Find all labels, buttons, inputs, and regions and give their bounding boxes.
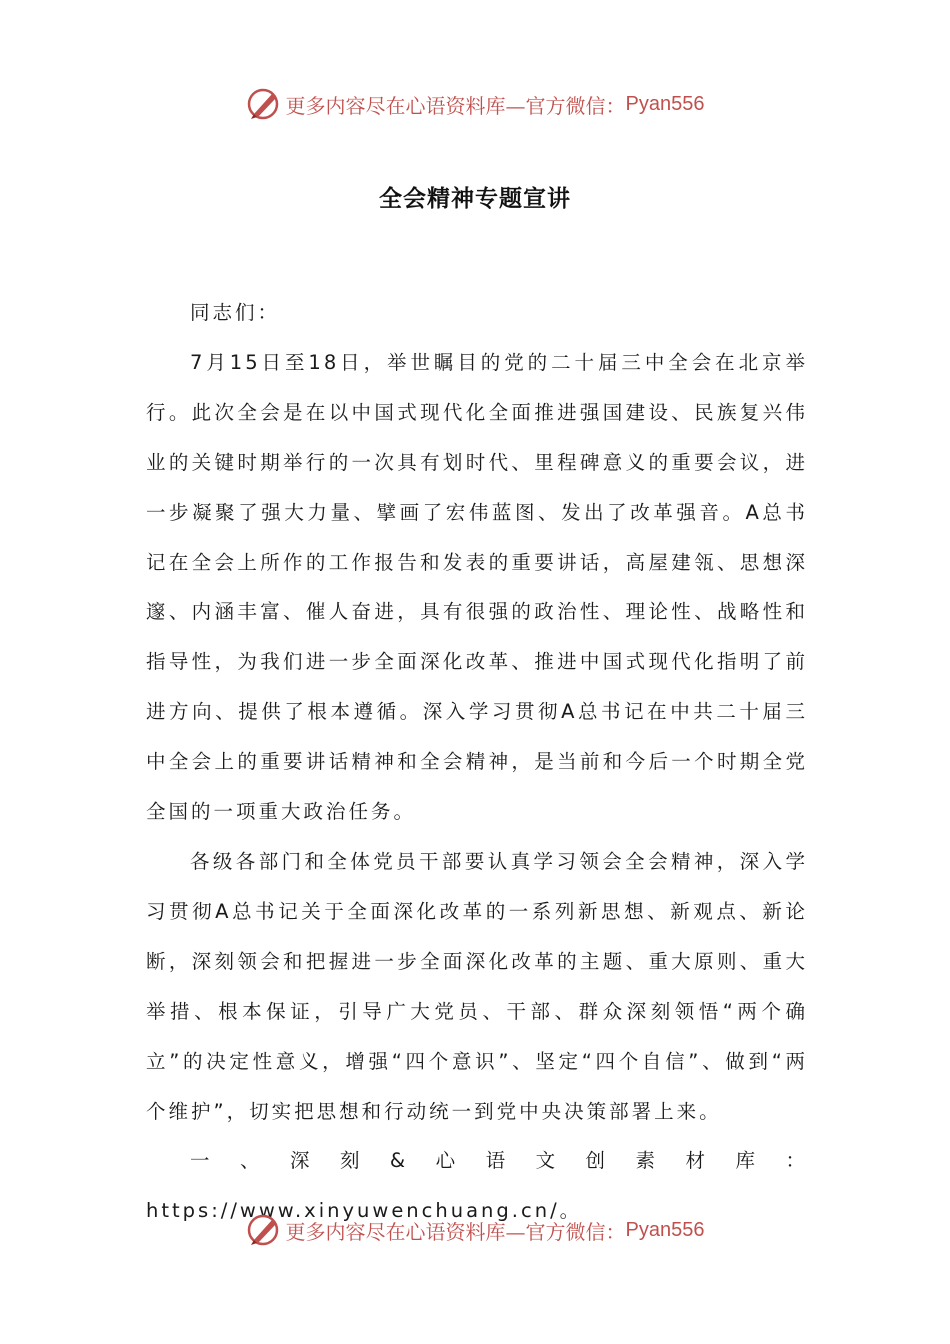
footer-banner	[0, 1210, 950, 1250]
pen-logo-icon	[246, 1212, 282, 1248]
paragraph: 7月15日至18日，举世瞩目的党的二十届三中全会在北京举行。此次全会是在以中国式现代化全面推进强国建设、民族复兴伟业的关键时期举行的一次具有划时代、里程碑意义的重要会议，进一步凝聚了强大力量、擘画了宏伟蓝图、发出了改革强音。A总书记在全会上所作的工作报告和发表的重要讲话，高屋建瓴、思想深邃、内涵丰富、催人奋进，具有很强的政治性、理论性、战略性和指导性，为我们进一步全面深化改革、推进中国式现代化指明了前进方向、提供了根本遵循。深入学习贯彻A总书记在中共二十届三中全会上的重要讲话精神和全会精神，是当前和今后一个时期全党全国的一项重大政治任务。	[146, 350, 808, 824]
footer-banner-wechat: Pyan556	[625, 1218, 705, 1241]
pen-logo-icon	[246, 86, 282, 122]
document-body	[146, 288, 808, 1236]
paragraph: 各级各部门和全体党员干部要认真学习领会全会精神，深入学习贯彻A总书记关于全面深化改革的一系列新思想、新观点、新论断，深刻领会和把握进一步全面深化改革的主题、重大原则、重大举措、根本保证，引导广大党员、干部、群众深刻领悟“两个确立”的决定性意义，增强“四个意识”、坚定“四个自信”、做到“两个维护”，切实把思想和行动统一到党中央决策部署上来。	[146, 849, 808, 1123]
header-banner	[0, 84, 950, 124]
header-banner-text: 更多内容尽在心语资料库—官方微信：	[285, 93, 626, 118]
footer-banner-text: 更多内容尽在心语资料库—官方微信：	[285, 1219, 626, 1244]
document-title: 全会精神专题宣讲	[379, 186, 571, 212]
paragraph: 一、深刻&心语文创素材库：https://www.xinyuwenchuang.cn/。	[146, 1149, 808, 1223]
header-banner-wechat: Pyan556	[625, 92, 705, 115]
salutation: 同志们：	[190, 301, 281, 324]
